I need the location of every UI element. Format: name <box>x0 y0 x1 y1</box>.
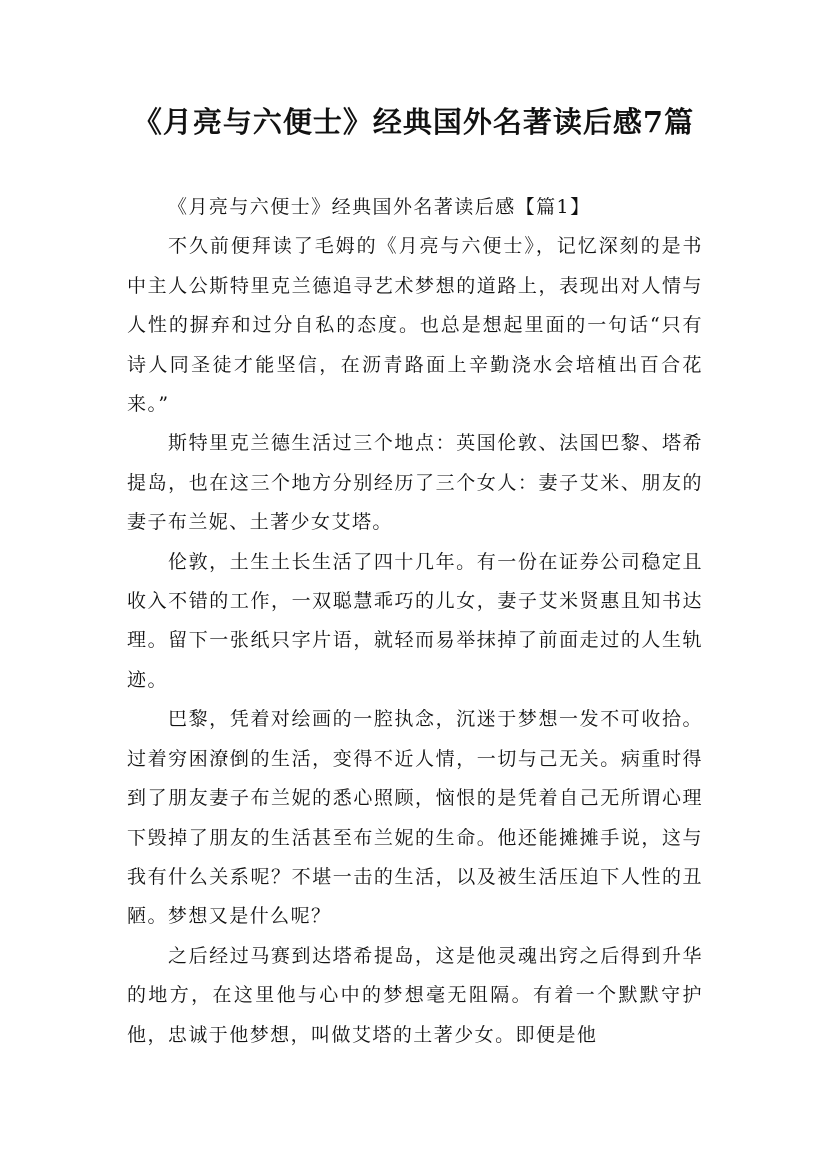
paragraph-2: 斯特里克兰德生活过三个地点：英国伦敦、法国巴黎、塔希提岛，也在这三个地方分别经历了三个女人：妻子艾米、朋友的妻子布兰妮、土著少女艾塔。 <box>127 432 703 534</box>
paragraph-1: 不久前便拜读了毛姆的《月亮与六便士》，记忆深刻的是书中主人公斯特里克兰德追寻艺术梦想的道路上，表现出对人情与人性的摒弃和过分自私的态度。也总是想起里面的一句话“只有诗人同圣徒才能坚信，在沥青路面上辛勤浇水会培植出百合花来。” <box>127 235 703 416</box>
section-heading: 《月亮与六便士》经典国外名著读后感【篇1】 <box>168 196 591 218</box>
paragraph-3: 伦敦，土生土长生活了四十几年。有一份在证券公司稳定且收入不错的工作，一双聪慧乖巧的儿女，妻子艾米贤惠且知书达理。留下一张纸只字片语，就轻而易举抹掉了前面走过的人生轨迹。 <box>127 550 703 691</box>
paragraph-4: 巴黎，凭着对绘画的一腔执念，沉迷于梦想一发不可收拾。过着穷困潦倒的生活，变得不近人情，一切与己无关。病重时得到了朋友妻子布兰妮的悉心照顾，恼恨的是凭着自己无所谓心理下毁掉了朋友的生活甚至布兰妮的生命。他还能摊摊手说，这与我有什么关系呢？不堪一击的生活，以及被生活压迫下人性的丑陋。梦想又是什么呢？ <box>127 708 703 928</box>
paragraph-5: 之后经过马赛到达塔希提岛，这是他灵魂出窍之后得到升华的地方，在这里他与心中的梦想毫无阻隔。有着一个默默守护他，忠诚于他梦想，叫做艾塔的土著少女。即便是他 <box>127 944 703 1046</box>
document-title: 《月亮与六便士》经典国外名著读后感7篇 <box>132 105 695 139</box>
document-body <box>127 188 703 1055</box>
